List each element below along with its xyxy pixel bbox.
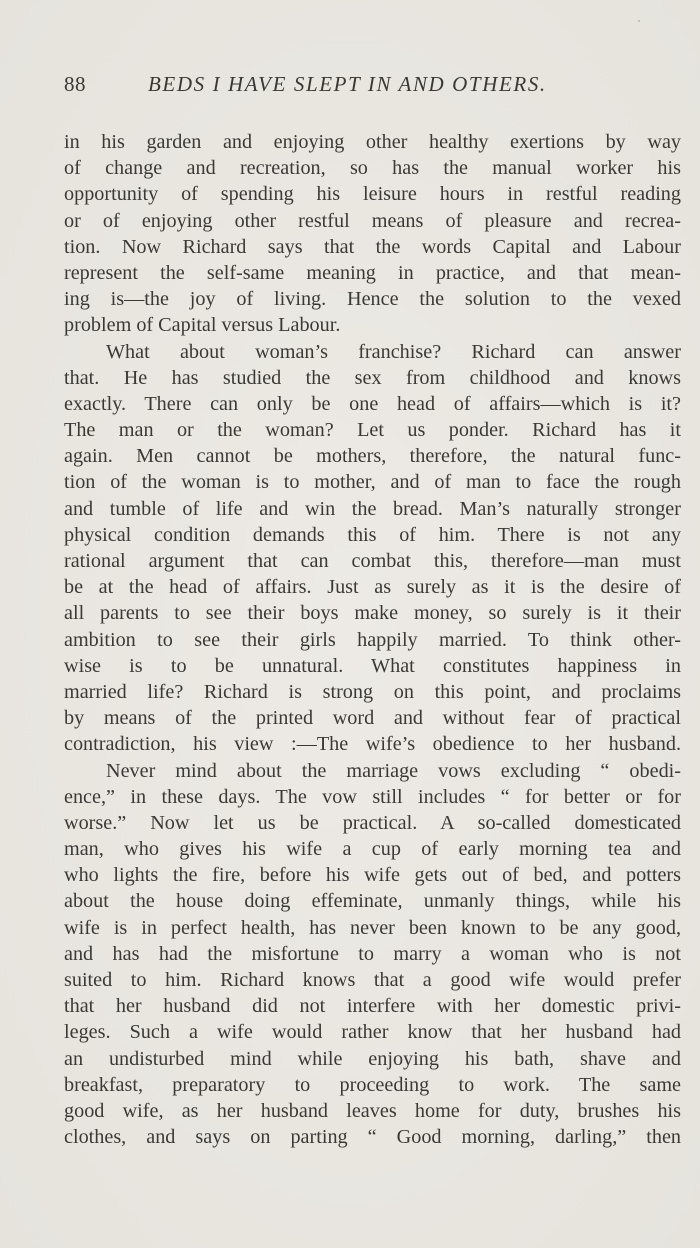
text-line: an undisturbed mind while enjoying his bath, shave and [64,1047,681,1070]
text-line: wise is to be unnatural. What constitutes happiness in [64,654,681,677]
text-line: about the house doing effeminate, unmanly things, while his [64,890,681,913]
body-text [64,129,681,1150]
text-line: tion of the woman is to mother, and of man to face the rough [64,471,681,494]
text-line: contradiction, his view :—The wife’s obedience to her husband. [64,733,681,756]
text-line: Never mind about the marriage vows excluding “ obedi- [106,759,681,782]
text-line: man, who gives his wife a cup of early morning tea and [64,838,681,861]
page-speck [638,20,640,22]
text-line: worse.” Now let us be practical. A so-called domesticated [64,811,681,834]
text-line: that her husband did not interfere with her domestic privi- [64,995,681,1018]
running-title: BEDS I HAVE SLEPT IN AND OTHERS. [148,72,547,96]
text-line: that. He has studied the sex from childhood and knows [64,366,681,389]
text-line: ambition to see their girls happily married. To think other- [64,628,681,651]
text-line: of change and recreation, so has the manual worker his [64,157,681,180]
text-line: represent the self-same meaning in practice, and that mean- [64,261,681,284]
text-line: problem of Capital versus Labour. [64,314,341,337]
text-line: leges. Such a wife would rather know that her husband had [64,1021,681,1044]
text-line: all parents to see their boys make money, so surely is it their [64,602,681,625]
text-line: ing is—the joy of living. Hence the solution to the vexed [64,288,681,311]
text-line: who lights the fire, before his wife gets out of bed, and potters [64,864,681,887]
text-line: tion. Now Richard says that the words Capital and Labour [64,235,681,258]
text-line: good wife, as her husband leaves home for duty, brushes his [64,1099,681,1122]
text-line: breakfast, preparatory to proceeding to work. The same [64,1073,681,1096]
text-line: wife is in perfect health, has never been known to be any good, [64,916,681,939]
text-line: What about woman’s franchise? Richard can answer [106,340,681,363]
text-line: and tumble of life and win the bread. Man’s naturally stronger [64,497,681,520]
text-line: or of enjoying other restful means of pleasure and recrea- [64,209,681,232]
text-line: by means of the printed word and without fear of practical [64,707,681,730]
text-line: again. Men cannot be mothers, therefore, the natural func- [64,445,681,468]
text-line: married life? Richard is strong on this point, and proclaims [64,680,681,703]
text-line: and has had the misfortune to marry a woman who is not [64,942,681,965]
text-line: rational argument that can combat this, therefore—man must [64,550,681,572]
text-line: suited to him. Richard knows that a good wife would prefer [64,969,681,991]
text-line: exactly. There can only be one head of affairs—which is it? [64,392,681,415]
page-number: 88 [64,72,86,96]
text-line: opportunity of spending his leisure hours in restful reading [64,183,681,206]
text-line: The man or the woman? Let us ponder. Richard has it [64,419,681,442]
text-line: in his garden and enjoying other healthy exertions by way [64,131,681,153]
text-line: be at the head of affairs. Just as surely as it is the desire of [64,576,681,599]
text-line: clothes, and says on parting “ Good morning, darling,” then [64,1126,681,1149]
text-line: ence,” in these days. The vow still includes “ for better or for [64,785,681,808]
page-header [64,72,624,106]
text-line: physical condition demands this of him. There is not any [64,523,681,546]
